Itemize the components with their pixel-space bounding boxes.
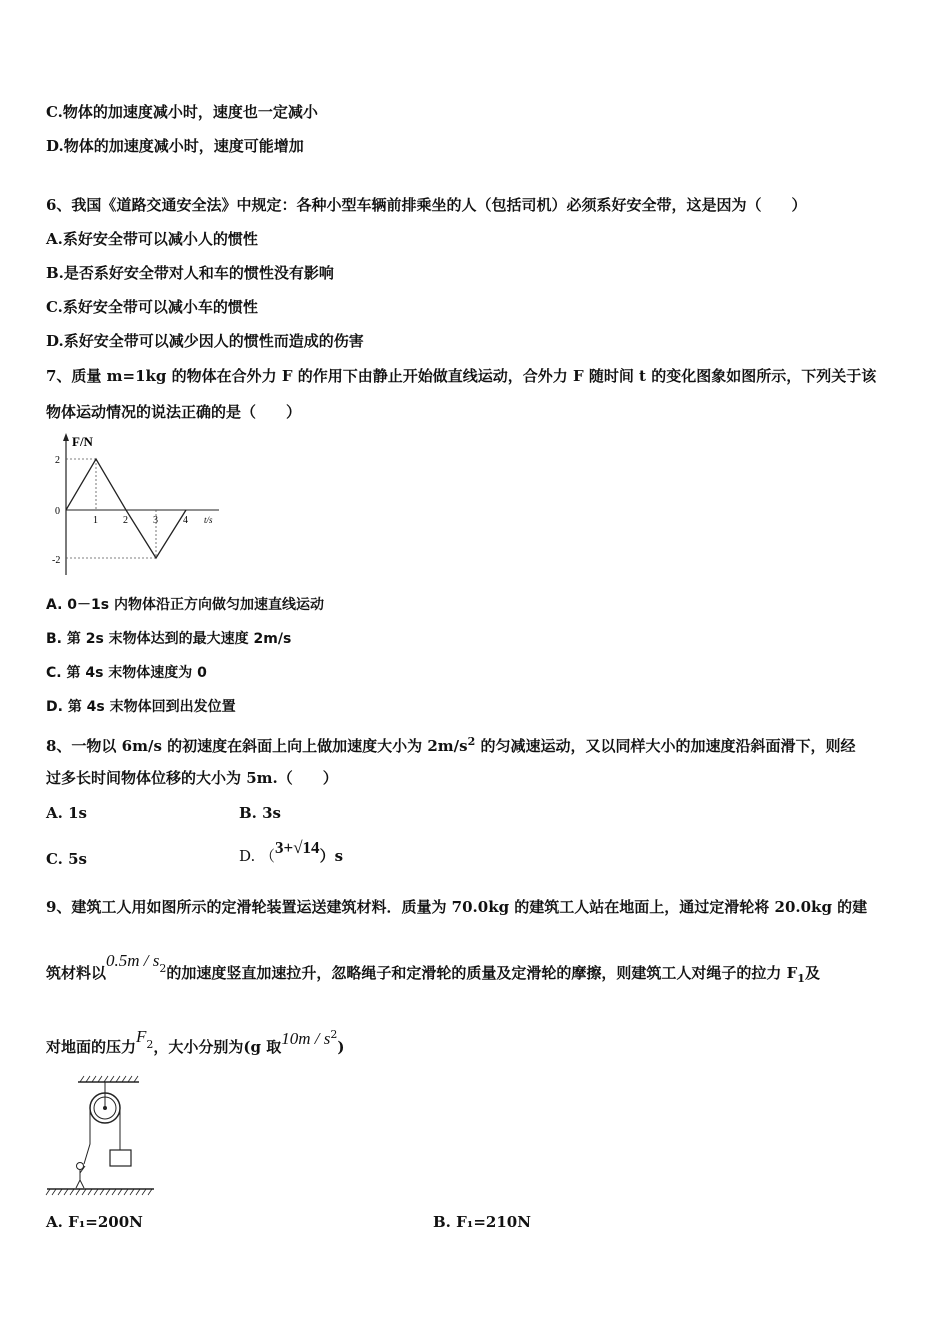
- q9-f1-sub: 1: [797, 972, 805, 985]
- q9-stem-line3: [46, 1027, 345, 1064]
- q8-option-d-prefix: D. （: [239, 847, 276, 865]
- q7-option-b: B. 第 2s 末物体达到的最大速度 2m/s: [46, 631, 292, 647]
- q9-accel-sup: 2: [159, 962, 167, 975]
- q5-option-d: D.物体的加速度减小时，速度可能增加: [46, 137, 304, 155]
- q9-stem-line3-part2: ，大小分别为(g 取: [153, 1038, 282, 1056]
- q7-y-axis-label: F/N: [72, 434, 93, 449]
- q7-force-time-graph: [44, 430, 229, 580]
- q9-pulley-diagram: [44, 1074, 159, 1199]
- q9-option-b: B. F₁=210N: [433, 1213, 531, 1231]
- q7-option-c: C. 第 4s 末物体速度为 0: [46, 665, 207, 681]
- q9-stem-line1: 9、建筑工人用如图所示的定滑轮装置运送建筑材料．质量为 70.0kg 的建筑工人站在地面上，通过定滑轮将 20.0kg 的建: [46, 898, 868, 916]
- q9-pulley-axle: [103, 1106, 107, 1110]
- q9-stem-line2-part2: 的加速度竖直加速拉升，忽略绳子和定滑轮的质量及定滑轮的摩擦，则建筑工人对绳子的拉力 F: [166, 964, 798, 982]
- q6-option-c: C.系好安全带可以减小车的惯性: [46, 298, 258, 316]
- q7-stem-line2: 物体运动情况的说法正确的是（ ）: [46, 403, 302, 421]
- q8-stem-line2: 过多长时间物体位移的大小为 5m.（ ）: [46, 769, 338, 787]
- q7-y-tick-2: 2: [55, 455, 60, 466]
- q7-y-tick-neg2: -2: [52, 555, 61, 566]
- q8-option-b: B. 3s: [239, 804, 282, 822]
- q8-option-d-suffix: ）s: [319, 847, 344, 865]
- q6-option-a: A.系好安全带可以减小人的惯性: [46, 230, 258, 248]
- q9-rope-left: [84, 1108, 90, 1164]
- q7-x-axis-label: t/s: [204, 515, 213, 525]
- q6-option-b: B.是否系好安全带对人和车的惯性没有影响: [46, 264, 334, 282]
- q8-stem-part1: 8、一物以 6m/s 的初速度在斜面上向上做加速度大小为 2m/s: [46, 737, 468, 755]
- q9-worker-figure: [76, 1163, 85, 1189]
- q9-option-a: A. F₁=200N: [46, 1213, 143, 1231]
- q9-g-value: 10m / s: [281, 1029, 331, 1048]
- q9-g-sup: 2: [330, 1028, 338, 1041]
- q7-force-curve: [66, 459, 186, 558]
- q7-stem-line1: 7、质量 m=1kg 的物体在合外力 F 的作用下由静止开始做直线运动，合外力 F 随时间 t 的变化图象如图所示，下列关于该: [46, 367, 877, 385]
- q9-stem-line2-part3: 及: [804, 964, 820, 982]
- q7-x-tick-4: 4: [183, 515, 188, 526]
- q9-accel-value: 0.5m / s: [106, 951, 160, 970]
- q8-stem-part2: 的匀减速运动，又以同样大小的加速度沿斜面滑下，则经: [475, 737, 856, 755]
- q8-option-c: C. 5s: [46, 850, 88, 868]
- q8-option-d: [239, 838, 344, 871]
- q7-x-tick-1: 1: [93, 515, 98, 526]
- q9-material-block: [110, 1150, 131, 1166]
- q6-option-d: D.系好安全带可以减少因人的惯性而造成的伤害: [46, 332, 364, 350]
- q7-option-d: D. 第 4s 末物体回到出发位置: [46, 699, 236, 715]
- q9-stem-line2: [46, 951, 820, 990]
- q9-ground-hatch: [46, 1189, 152, 1195]
- q8-option-d-math: 3+√14: [275, 838, 320, 857]
- q9-stem-line3-part1: 对地面的压力: [46, 1038, 137, 1056]
- q7-y-tick-0: 0: [55, 506, 60, 517]
- q8-stem-line1: [46, 732, 855, 756]
- q9-stem-line2-part1: 筑材料以: [46, 964, 107, 982]
- q6-stem: 6、我国《道路交通安全法》中规定：各种小型车辆前排乘坐的人（包括司机）必须系好安全带，这是因为（ ）: [46, 196, 807, 214]
- q5-option-c: C.物体的加速度减小时，速度也一定减小: [46, 103, 318, 121]
- q7-x-tick-3: 3: [153, 515, 158, 526]
- q9-ceiling-hatch: [80, 1076, 138, 1082]
- q8-stem-sup: 2: [467, 735, 476, 748]
- q8-option-a: A. 1s: [46, 804, 87, 822]
- q7-x-tick-2: 2: [123, 515, 128, 526]
- q7-y-axis-arrow: [63, 433, 69, 441]
- q9-f2-sub: 2: [146, 1038, 154, 1051]
- q7-option-a: A. 0－1s 内物体沿正方向做匀加速直线运动: [46, 597, 324, 613]
- q9-f2-symbol: F: [136, 1027, 147, 1046]
- q9-stem-line3-part3: ): [337, 1038, 345, 1056]
